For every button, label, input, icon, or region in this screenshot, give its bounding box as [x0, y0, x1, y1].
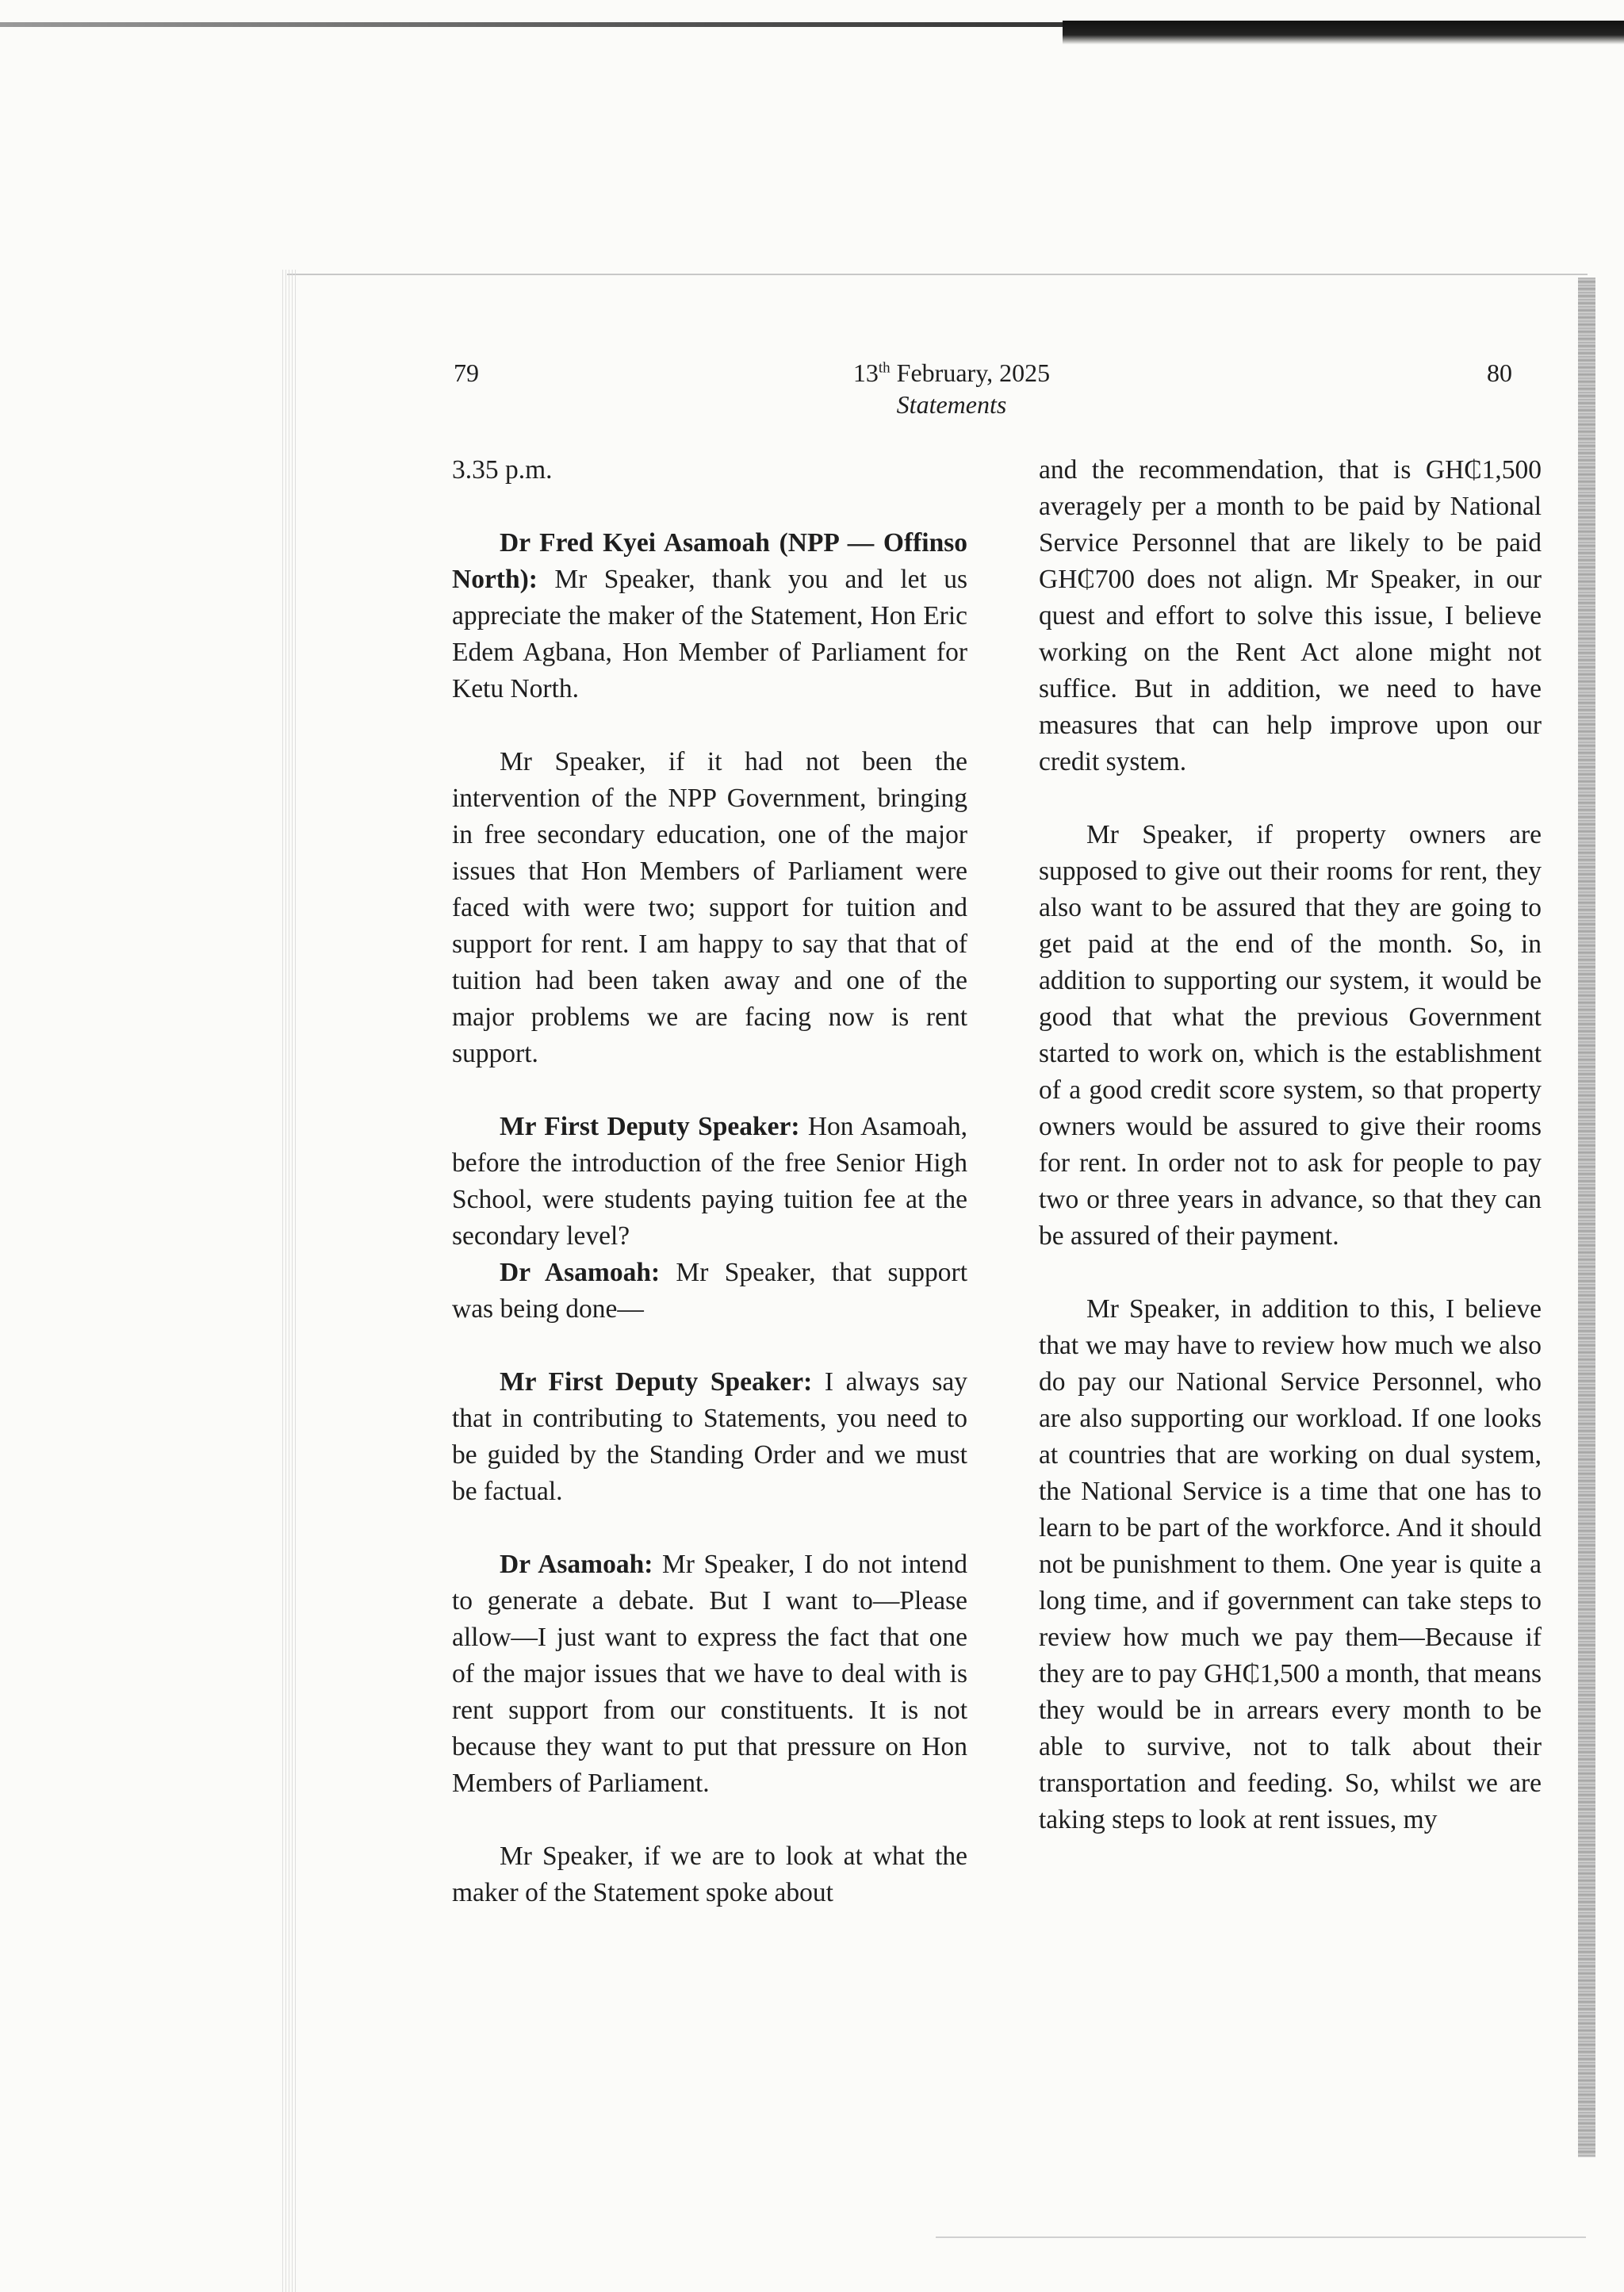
- header-date: [809, 357, 1094, 389]
- time-stamp: 3.35 p.m.: [452, 455, 553, 485]
- paragraph: Mr Speaker, in addition to this, I believe that we may have to review how much we also do pay our National Service Personnel, who are also supporting our workload. If one looks at countries that are working on dual system, the National Service is a time that one has to learn to be part of the workforce. And it should not be punishment to them. One year is quite a long time, and if government can take steps to review how much we pay them—Because if they are to pay GH₵1,500 a month, that means they would be in arrears every month to be able to survive, not to talk about their transportation and feeding. So, whilst we are taking steps to look at rent issues, my: [1039, 1294, 1542, 1834]
- paragraph: [452, 1255, 967, 1328]
- paragraph: [452, 1547, 967, 1802]
- paragraph: Mr Speaker, if property owners are supposed to give out their rooms for rent, they also want to be assured that they are going to get paid at the end of the month. So, in addition to supporting our system, it would be good that what the previous Government started to work on, which is the establishment of a good credit score system, so that property owners would be assured to give their rooms for rent. In order not to ask for people to pay two or three years in advance, so that they can be assured of their payment.: [1039, 820, 1542, 1251]
- paragraph: Mr Speaker, if we are to look at what the maker of the Statement spoke about: [452, 1842, 967, 1907]
- paragraph-text: Hon Asamoah, before the introduction of the free Senior High School, were students paying tuition fee at the secondary level?: [452, 1112, 967, 1251]
- right-column: [1039, 452, 1542, 1838]
- paragraph: and the recommendation, that is GH₵1,500 averagely per a month to be paid by National Service Personnel that are likely to be paid GH₵700 does not align. Mr Speaker, in our quest and effort to solve this issue, I believe working on the Rent Act alone might not suffice. But in addition, we need to have measures that can help improve upon our credit system.: [1039, 455, 1542, 776]
- paragraph-text: Mr Speaker, that support was being done—: [452, 1258, 968, 1324]
- page-edge-top: [287, 274, 1588, 275]
- paragraph: Mr Speaker, if it had not been the intervention of the NPP Government, bringing in free secondary education, one of the major issues that Hon Members of Parliament were faced with were two; support for tuition and support for rent. I am happy to say that that of tuition had been taken away and one of the major problems we are facing now is rent support.: [452, 747, 967, 1068]
- page-number-right: 80: [1487, 358, 1512, 387]
- header-section: Statements: [896, 390, 1007, 419]
- page-header: [809, 357, 1094, 420]
- speaker-name: Dr Asamoah:: [500, 1258, 661, 1287]
- speaker-name: Dr Asamoah:: [500, 1550, 653, 1579]
- speaker-name: Mr First Deputy Speaker:: [500, 1112, 800, 1141]
- speaker-name: Mr First Deputy Speaker:: [500, 1367, 813, 1397]
- page-number-left: 79: [454, 358, 479, 387]
- date-month-year: February, 2025: [890, 358, 1051, 387]
- paragraph-text: Mr Speaker, I do not intend to generate a debate. But I want to—Please allow—I just want to express the fact that one of the major issues that we have to deal with is rent support from our constituents. It is not because they want to put that pressure on Hon Members of Parliament.: [452, 1550, 967, 1798]
- page-edge-left: [282, 270, 297, 2292]
- left-column: [452, 452, 967, 1911]
- date-day: 13: [852, 358, 879, 387]
- scan-edge-shadow: [1063, 21, 1624, 44]
- paragraph-text: I always say that in contributing to Statements, you need to be guided by the Standing Order and we must be factual.: [452, 1367, 967, 1506]
- paragraph: [452, 1109, 967, 1255]
- speaker-name: Dr Fred Kyei Asamoah (NPP — Offinso North):: [452, 528, 967, 594]
- paragraph: [452, 525, 967, 707]
- paragraph: [452, 1364, 967, 1510]
- date-suffix: th: [878, 359, 891, 377]
- page-edge-right: [1578, 278, 1595, 2157]
- paragraph-text: Mr Speaker, thank you and let us appreciate the maker of the Statement, Hon Eric Edem Agbana, Hon Member of Parliament for Ketu North.: [452, 565, 967, 703]
- page-edge-bottom: [936, 2236, 1586, 2238]
